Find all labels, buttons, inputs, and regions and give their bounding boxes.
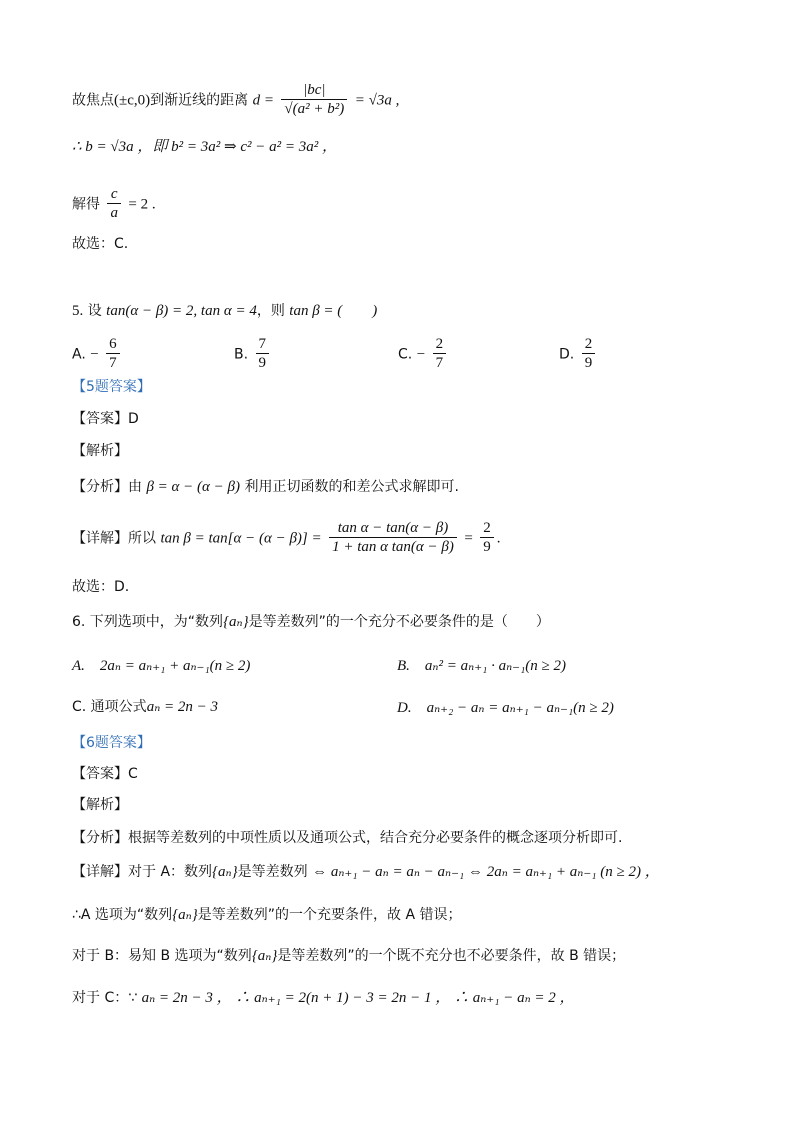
q5-detail: 【详解】所以 tan β = tan[α − (α − β)] = $\frac{\text{tan α − tan(α − β)}}{\text{1 + tan α tan(α − β)}}$ = $\frac{2}{9}$ . (72, 520, 501, 555)
q5-stem: 5. 设 tan(α − β) = 2, tan α = 4，则 tan β = ( ) (72, 303, 378, 319)
q6-jiexi: 【解析】 (72, 797, 128, 813)
q5-option-b: B. $\frac{7}{9}$ (234, 336, 272, 373)
q6-line-c: 对于 C：∵ aₙ = 2n − 3 ， ∴ aₙ₊₁ = 2(n + 1) − 3 = 2n − 1 ， ∴ aₙ₊₁ − aₙ = 2 ， (72, 990, 575, 1006)
solve-ratio-line: 解得 $\frac{c}{a}$ = 2 . (72, 186, 156, 221)
b-derivation-line: ∴ b = √3a ，即 b² = 3a² ⇒ c² − a² = 3a² ， (72, 139, 337, 155)
q5-option-d: D. $\frac{2}{9}$ (559, 336, 598, 373)
distance-fraction: $\frac{|bc|}{\text{√(a² + b²)}}$ (281, 82, 347, 119)
q5-option-c: C. − $\frac{2}{7}$ (398, 336, 449, 373)
q6-option-d: D. aₙ₊₂ − aₙ = aₙ₊₁ − aₙ₋₁(n ≥ 2) (397, 700, 614, 716)
choose-line-4: 故选：C. (72, 236, 129, 252)
c-over-a-fraction: $\frac{c}{a}$ (107, 186, 121, 223)
q6-detail-a: 【详解】对于 A：数列{aₙ}是等差数列 ⇔ aₙ₊₁ − aₙ = aₙ − aₙ₋₁ ⇔ 2aₙ = aₙ₊₁ + aₙ₋₁ (n ≥ 2) ， (72, 864, 660, 880)
q5-analysis: 【分析】由 β = α − (α − β) 利用正切函数的和差公式求解即可. (72, 479, 459, 495)
q6-option-b: B. aₙ² = aₙ₊₁ · aₙ₋₁(n ≥ 2) (397, 658, 567, 674)
q5-detail-fraction: $\frac{\text{tan α − tan(α − β)}}{\text{1 + tan α tan(α − β)}}$ (329, 520, 457, 557)
q5-jiexi: 【解析】 (72, 443, 128, 459)
q6-analysis: 【分析】根据等差数列的中项性质以及通项公式，结合充分必要条件的概念逐项分析即可. (72, 830, 623, 846)
q5-answer: 【答案】D (72, 411, 139, 427)
distance-line: 故焦点(±c,0)到渐近线的距离 d = $\frac{|bc|}{\text{√(a² + b²)}}$ = √3a , (72, 82, 400, 117)
q6-answer: 【答案】C (72, 766, 138, 782)
q5-answer-header: 【5题答案】 (72, 379, 151, 395)
q6-line-b: 对于 B：易知 B 选项为“数列{aₙ}是等差数列”的一个既不充分也不必要条件，故 B 错误； (72, 948, 626, 964)
q5-option-a: A. − $\frac{6}{7}$ (72, 336, 123, 373)
q6-option-a: A. 2aₙ = aₙ₊₁ + aₙ₋₁(n ≥ 2) (72, 658, 251, 674)
q5-choose: 故选：D. (72, 579, 130, 595)
q6-stem: 6. 下列选项中，为“数列{aₙ}是等差数列”的一个充分不必要条件的是（ ） (72, 614, 550, 630)
q6-line-a-conclusion: ∴A 选项为“数列{aₙ}是等差数列”的一个充要条件，故 A 错误； (72, 907, 462, 923)
q6-option-c: C. 通项公式aₙ = 2n − 3 (72, 699, 219, 715)
q6-answer-header: 【6题答案】 (72, 735, 151, 751)
